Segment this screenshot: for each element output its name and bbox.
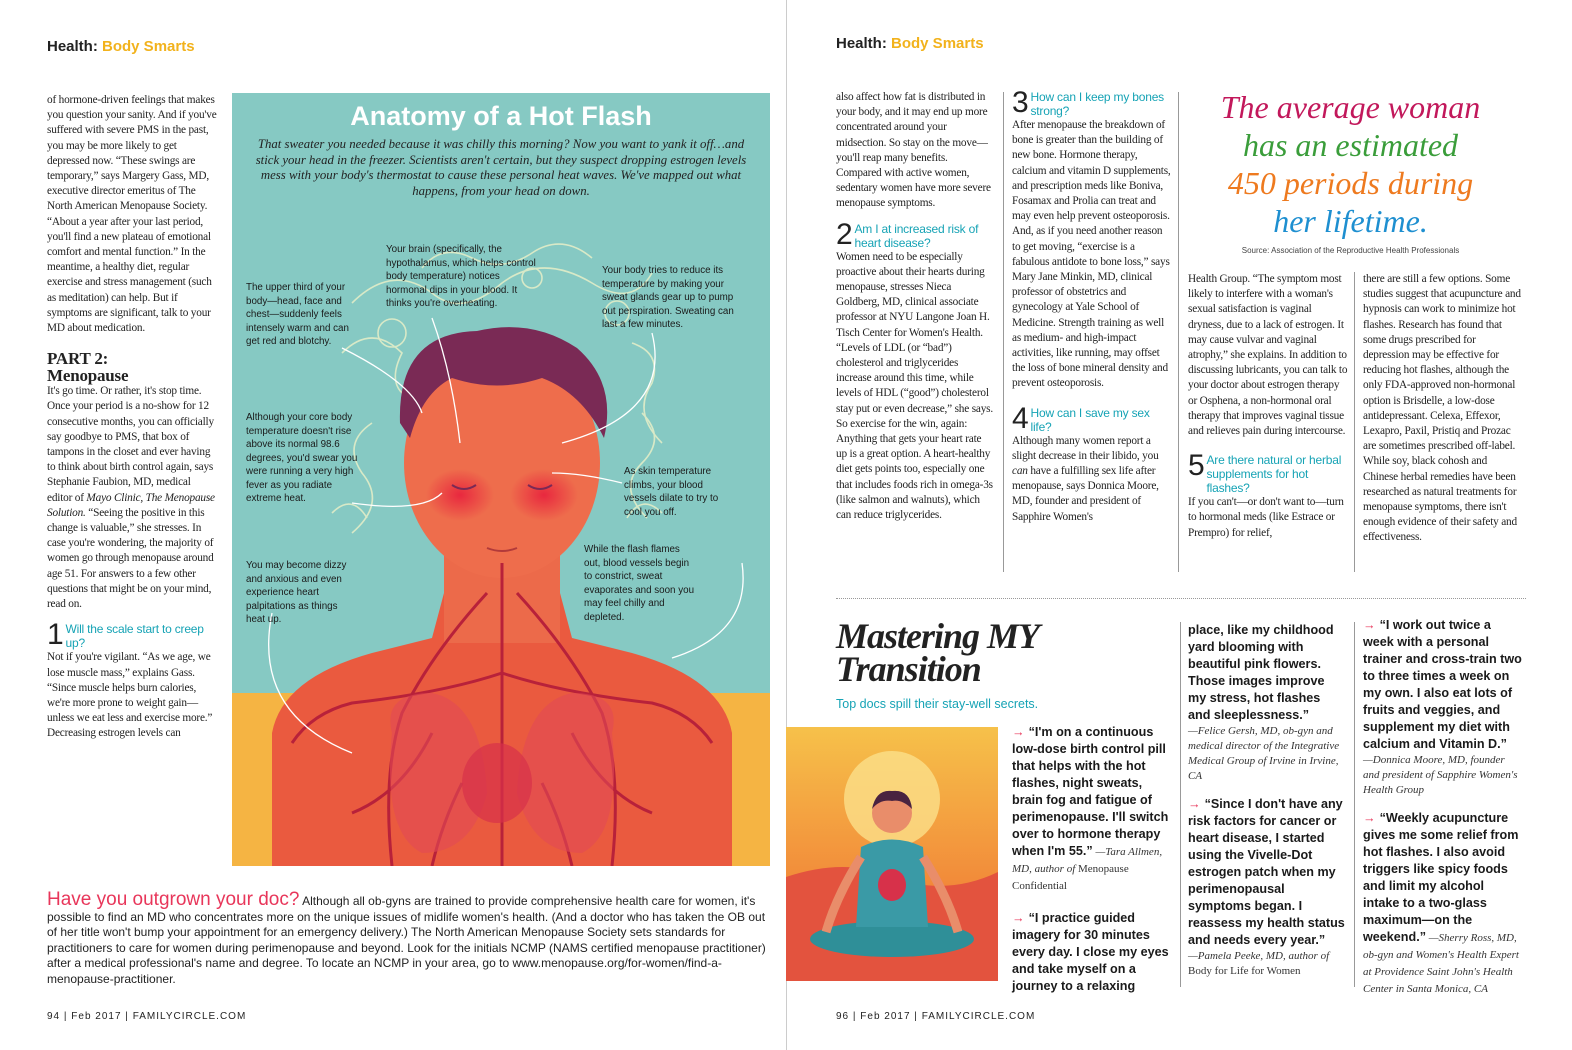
infographic-subtitle: That sweater you needed because it was chilly this morning? Now you want to yank it off…and stick your head in the freezer. Scientists aren't certain, but they suspect dropping estrogen levels mess with your body's thermostat to cause these personal heat waves. We've mapped out what happens, from your head on down. xyxy=(255,137,747,198)
question-heading-1 xyxy=(47,618,217,652)
header-label: Health: xyxy=(47,38,98,55)
quote-text: “I practice guided imagery for 30 minutes every day. I close my eyes and take myself on a journey to a relaxing xyxy=(1012,911,1169,993)
question-title: Will the scale start to creep up? xyxy=(65,622,204,651)
arrow-icon: → xyxy=(1363,618,1376,632)
outgrown-heading: Have you outgrown your doc? xyxy=(47,889,300,910)
header-section: Body Smarts xyxy=(891,35,984,52)
page-header xyxy=(47,38,195,55)
question-number: 3 xyxy=(1012,86,1029,119)
question-1-answer: Not if you're vigilant. “As we age, we lose muscle mass,” explains Gass. “Since muscle helps burn calories, we're more prone to weight gain—unless we eat less and exercise more.” Decreasing estrogen levels can xyxy=(47,651,213,740)
quote-attribution-author: —Tara Allmen, MD, author of xyxy=(1012,846,1163,875)
quote-attribution xyxy=(1188,949,1346,979)
pull-line-3: 450 periods during xyxy=(1227,165,1474,201)
caption-sweat: Your body tries to reduce its temperature by making your sweat glands gear up to pump out perspiration. Sweating can last a few minutes. xyxy=(602,265,734,330)
question-title: Am I at increased risk of heart disease? xyxy=(854,221,979,250)
infographic-title: Anatomy of a Hot Flash xyxy=(350,101,652,131)
quote-text: “Since I don't have any risk factors for cancer or heart disease, I started using the Vivelle-Dot estrogen patch when my perimenopausal symptoms began. I reassess my health status and needs every year.” xyxy=(1188,797,1345,947)
mastering-title-line-2: Transition xyxy=(836,649,981,689)
book-title: Menopause Confidential xyxy=(1012,863,1129,892)
arrow-icon: → xyxy=(1188,797,1201,811)
quote-text-continued: place, like my childhood yard blooming with beautiful pink flowers. Those images improve my stress, hot flashes and sleeplessness.” xyxy=(1188,623,1334,722)
page-footer-right: 96 | Feb 2017 | FAMILYCIRCLE.COM xyxy=(836,1011,1036,1022)
q4-text: Although many women report a slight decrease in their libido, you xyxy=(1012,434,1159,462)
cheek-right xyxy=(510,469,578,521)
intro-paragraph: of hormone-driven feelings that makes you question your sanity. And if you've suffered with severe PMS in the past, you may be more likely to get depressed now. “These swings are temporary,” says Margery Gass, MD, executive director emeritus of The North American Menopause Society. “About a year after your last period, you'll find a new plateau of emotional comfort and mental function.” In the meantime, a healthy diet, regular exercise and stress management (such as meditation) can help. But if symptoms are significant, talk to your MD about medication. xyxy=(47,94,217,335)
caption-flames-out: While the flash flames out, blood vessels begin to constrict, sweat evaporates and soon you may feel chilly and depleted. xyxy=(584,544,695,623)
intro-paragraph: also affect how fat is distributed in your body, and it may end up more concentrated around your midsection. So stay on the move—you'll reap many benefits. Compared with active women, sedentary women have more severe menopause symptoms. xyxy=(836,91,991,210)
q4-emphasis: can xyxy=(1012,465,1028,478)
caption-brain: Your brain (specifically, the hypothalamus, which helps control body temperature) notices hormonal dips in your blood. It thinks you're overheating. xyxy=(386,244,536,309)
q4-text-end: have a fulfilling sex life after menopause, says Donnica Moore, MD, founder and president of Sapphire Women's xyxy=(1012,465,1159,523)
column-divider xyxy=(1180,622,1181,987)
page-header-right xyxy=(836,35,984,52)
quote-attribution: —Sherry Ross, MD, ob-gyn and Women's Health Expert at Providence Saint John's Health Center in Santa Monica, CA xyxy=(1363,932,1519,995)
question-number: 5 xyxy=(1188,449,1205,483)
question-heading-2 xyxy=(836,217,994,251)
part2-text-end: “Seeing the positive in this change is valuable,” she stresses. In case you're wondering, the majority of women go through menopause around age 51. For answers to a few other questions that might be on your mind, read on. xyxy=(47,506,214,611)
header-section: Body Smarts xyxy=(102,38,195,55)
heart xyxy=(878,869,906,901)
mastering-subtitle: Top docs spill their stay-well secrets. xyxy=(836,697,1039,711)
meditation-illustration xyxy=(786,727,998,981)
book-title: Mayo Clinic, The Menopause Solution. xyxy=(47,491,215,519)
pull-line-1: The average woman xyxy=(1220,89,1481,125)
question-heading-4 xyxy=(1012,401,1172,435)
caption-dizzy: You may become dizzy and anxious and even experience heart palpitations as things heat up. xyxy=(246,560,347,625)
question-number: 2 xyxy=(836,217,853,251)
question-heading-3 xyxy=(1012,86,1172,119)
right-column-2 xyxy=(1012,80,1172,525)
quote-text: “I work out twice a week with a personal trainer and cross-train two to three times a week on my own. I also eat lots of fruits and veggies, and supplement my diet with calcium and Vitamin D.” xyxy=(1363,618,1522,751)
question-5-answer: If you can't—or don't want to—turn to hormonal meds (like Estrace or Prempro) for relief, xyxy=(1188,496,1344,539)
right-column-1 xyxy=(836,90,994,523)
caption-upper-body: The upper third of your body—head, face and chest—suddenly feels intensely warm and can get red and blotchy. xyxy=(246,282,349,347)
question-number: 1 xyxy=(47,618,64,652)
outgrown-box xyxy=(47,889,767,988)
question-number: 4 xyxy=(1012,401,1029,435)
book-title: Body for Life for Women xyxy=(1188,965,1301,977)
question-title: How can I save my sex life? xyxy=(1030,405,1150,434)
column-divider xyxy=(1003,92,1004,572)
question-4-answer xyxy=(1012,434,1172,525)
part-title: Menopause xyxy=(47,366,129,386)
page-footer: 94 | Feb 2017 | FAMILYCIRCLE.COM xyxy=(47,1011,247,1022)
column-3-text: Health Group. “The symptom most likely to interfere with a woman's sexual satisfaction is vaginal dryness, due to a lack of estrogen. It may cause vulvar and vaginal atrophy,” she explains. In addition to discussing lubricants, you can talk to your doctor about estrogen therapy or Osphena, a non-hormonal oral therapy that improves vaginal tissue and relieves pain during intercourse. xyxy=(1188,273,1348,438)
header-label: Health: xyxy=(836,35,887,52)
quote-attribution: —Felice Gersh, MD, ob-gyn and medical director of the Integrative Medical Group of Irvine in Irvine, CA xyxy=(1188,725,1340,782)
caption-core-temp: Although your core body temperature doesn't rise above its normal 98.6 degrees, you'd swear you were running a very high fever as you radiate extreme heat. xyxy=(246,412,358,504)
pull-quote xyxy=(1188,88,1513,256)
part-label: PART 2: xyxy=(47,349,109,369)
quote-block-2 xyxy=(1188,622,1346,979)
quote-text: “I'm on a continuous low-dose birth control pill that helps with the hot flashes, night sweats, brain fog and fatigue of perimenopause. I'll switch over to hormone therapy when I'm 55.” xyxy=(1012,725,1169,858)
column-4-text: there are still a few options. Some studies suggest that acupuncture and hypnosis can work to minimize hot flashes. Research has found that some drugs prescribed for depression may be effective for reducing hot flashes, although the only FDA-approved non-hormonal option is Brisdelle, a low-dose antidepressant. Celexa, Effexor, Lexapro, Paxil, Pristiq and Prozac are sometimes prescribed off-label. While soy, black cohosh and Chinese herbal remedies have been researched as natural treatments for menopause symptoms, there isn't enough evidence of their safety and effectiveness. xyxy=(1363,273,1521,544)
arrow-icon: → xyxy=(1012,725,1025,739)
question-3-answer: After menopause the breakdown of bone is greater than the building of new bone. Hormone therapy, calcium and vitamin D supplements, and prescription meds like Boniva, Fosamax and Prolia can treat and may even help prevent osteoporosis. And, as if you need another reason to get moving, “exercise is a fabulous antidote to bone loss,” says Mary Jane Minkin, MD, clinical professor of obstetrics and gynecology at Yale School of Medicine. Strength training as well as medium- and high-impact activities, like running, may offset the loss of bone mineral density and prevent osteoporosis. xyxy=(1012,119,1171,390)
question-2-answer: Women need to be especially proactive about their hearts during menopause, stresses Nieca Goldberg, MD, clinical associate professor at NYU Langone Joan H. Tisch Center for Women's Health. “Levels of LDL (or “bad”) cholesterol and triglycerides increase around this time, while levels of HDL (“good”) cholesterol stay put or even decrease,” she says. So exercise for the win, again: Anything that gets your heart rate up is a great option. A heart-healthy diet gets points too, especially one that includes foods rich in omega-3s (like salmon and walnuts), which can reduce triglycerides. xyxy=(836,250,993,522)
part2-paragraph xyxy=(47,384,217,612)
pull-line-4: her lifetime. xyxy=(1273,203,1428,239)
hot-flash-infographic xyxy=(232,93,770,866)
quote-block-1 xyxy=(1012,724,1174,995)
part-heading xyxy=(47,350,217,384)
pull-line-2: has an estimated xyxy=(1242,127,1459,163)
pull-source: Source: Association of the Reproductive Health Professionals xyxy=(1241,246,1460,255)
mastering-title-line-1: Mastering MY xyxy=(836,616,1040,656)
mastering-title xyxy=(836,616,1040,689)
quote-attribution-author: —Pamela Peeke, MD, author of xyxy=(1188,950,1330,962)
arrow-icon: → xyxy=(1363,811,1376,825)
quote-text: “Weekly acupuncture gives me some relief from hot flashes. I also avoid triggers like spicy foods and limit my alcohol intake to a two-glass maximum—on the weekend.” xyxy=(1363,811,1519,944)
part2-text: It's go time. Or rather, it's stop time. Once your period is a no-show for 12 consecutive months, you can officially say goodbye to PMS, that box of tampons in the closet and ever having to think about birth control again, says Stephanie Faubion, MD, medical editor of xyxy=(47,385,214,504)
cheek-left xyxy=(426,469,494,521)
column-divider xyxy=(1354,272,1355,572)
question-heading-5 xyxy=(1188,449,1348,496)
question-title: How can I keep my bones strong? xyxy=(1030,90,1164,118)
column-divider xyxy=(1354,622,1355,987)
right-column-3 xyxy=(1188,272,1348,541)
quote-attribution: —Donnica Moore, MD, founder and president of Sapphire Women's Health Group xyxy=(1363,754,1518,796)
caption-skin: As skin temperature climbs, your blood vessels dilate to try to cool you off. xyxy=(624,466,719,518)
right-column-4 xyxy=(1363,272,1523,546)
column-divider xyxy=(1178,92,1179,572)
quote-block-3 xyxy=(1363,617,1523,997)
section-divider xyxy=(836,598,1526,599)
outgrown-text: Although all ob-gyns are trained to provide comprehensive health care for women, it's possible to find an MD who concentrates more on the unique issues of midlife women's health. (And a doctor who has taken the OB out of her title won't bump your appointment for an emergency delivery.) The North American Menopause Society sets standards for practitioners to care for women during perimenopause and beyond. Look for the initials NCMP (NAMS certified menopause practitioner) after a medical professional's name and degree. To locate an NCMP in your area, go to www.menopause.org/for-women/find-a-menopause-practitioner. xyxy=(47,894,766,986)
arrow-icon: → xyxy=(1012,911,1025,925)
heart xyxy=(462,743,532,823)
left-column xyxy=(47,93,217,742)
question-title: Are there natural or herbal supplements for hot flashes? xyxy=(1206,453,1342,496)
